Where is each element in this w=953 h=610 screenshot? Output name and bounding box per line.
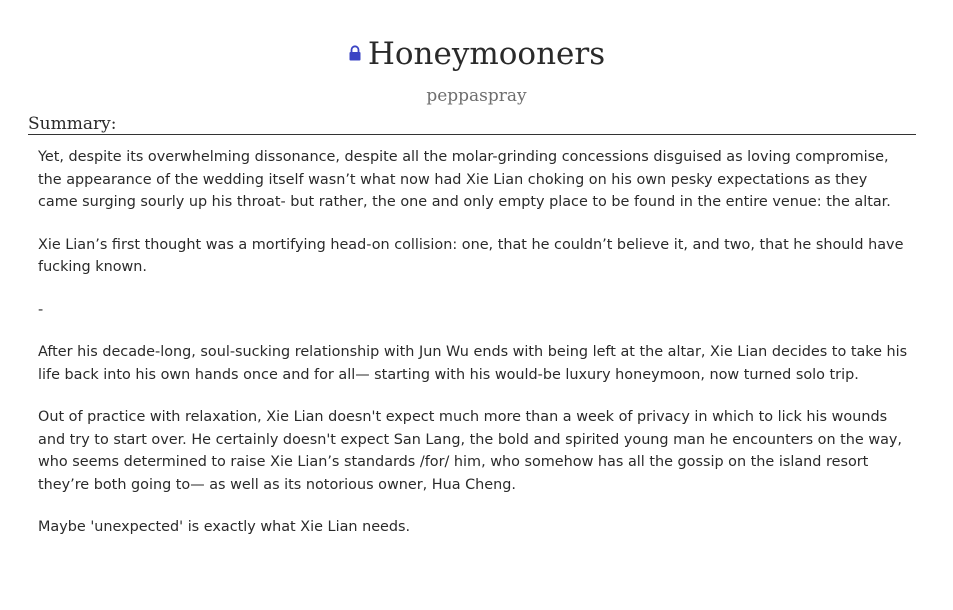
summary-paragraph: Out of practice with relaxation, Xie Lian doesn't expect much more than a week of privacy in which to lick his wounds and try to start over. He certainly doesn't expect San Lang, the bold and spirited young man he encounters on the way, who seems determined to raise Xie Lian’s standards /for/ him, who somehow has all the gossip on the island resort they’re both going to— as well as its notorious owner, Hua Cheng. bbox=[38, 409, 903, 493]
summary-paragraph: After his decade-long, soul-sucking relationship with Jun Wu ends with being left at the altar, Xie Lian decides to take his life back into his own hands once and for all— starting with his would-be luxury honeymoon, now turned solo trip. bbox=[38, 344, 908, 383]
summary-paragraph: Yet, despite its overwhelming dissonance, despite all the molar-grinding concessions disguised as loving compromise, the appearance of the wedding itself wasn’t what now had Xie Lian choking on his own pesky expectations as they came surging sourly up his throat- but rather, the one and only empty place to be found in the entire venue: the altar. bbox=[38, 149, 891, 210]
summary-heading: Summary: bbox=[28, 114, 916, 135]
summary-body bbox=[38, 146, 910, 559]
summary-divider: - bbox=[38, 301, 44, 318]
summary-paragraph: Xie Lian’s first thought was a mortifying head-on collision: one, that he couldn’t believe it, and two, that he should have fucking known. bbox=[38, 236, 904, 275]
summary-paragraph: Maybe 'unexpected' is exactly what Xie Lian needs. bbox=[38, 519, 411, 535]
work-title-link[interactable]: Honeymooners bbox=[367, 36, 606, 72]
author-link[interactable]: peppaspray bbox=[426, 86, 527, 106]
work-title-row bbox=[0, 32, 953, 76]
lock-icon bbox=[348, 45, 362, 61]
